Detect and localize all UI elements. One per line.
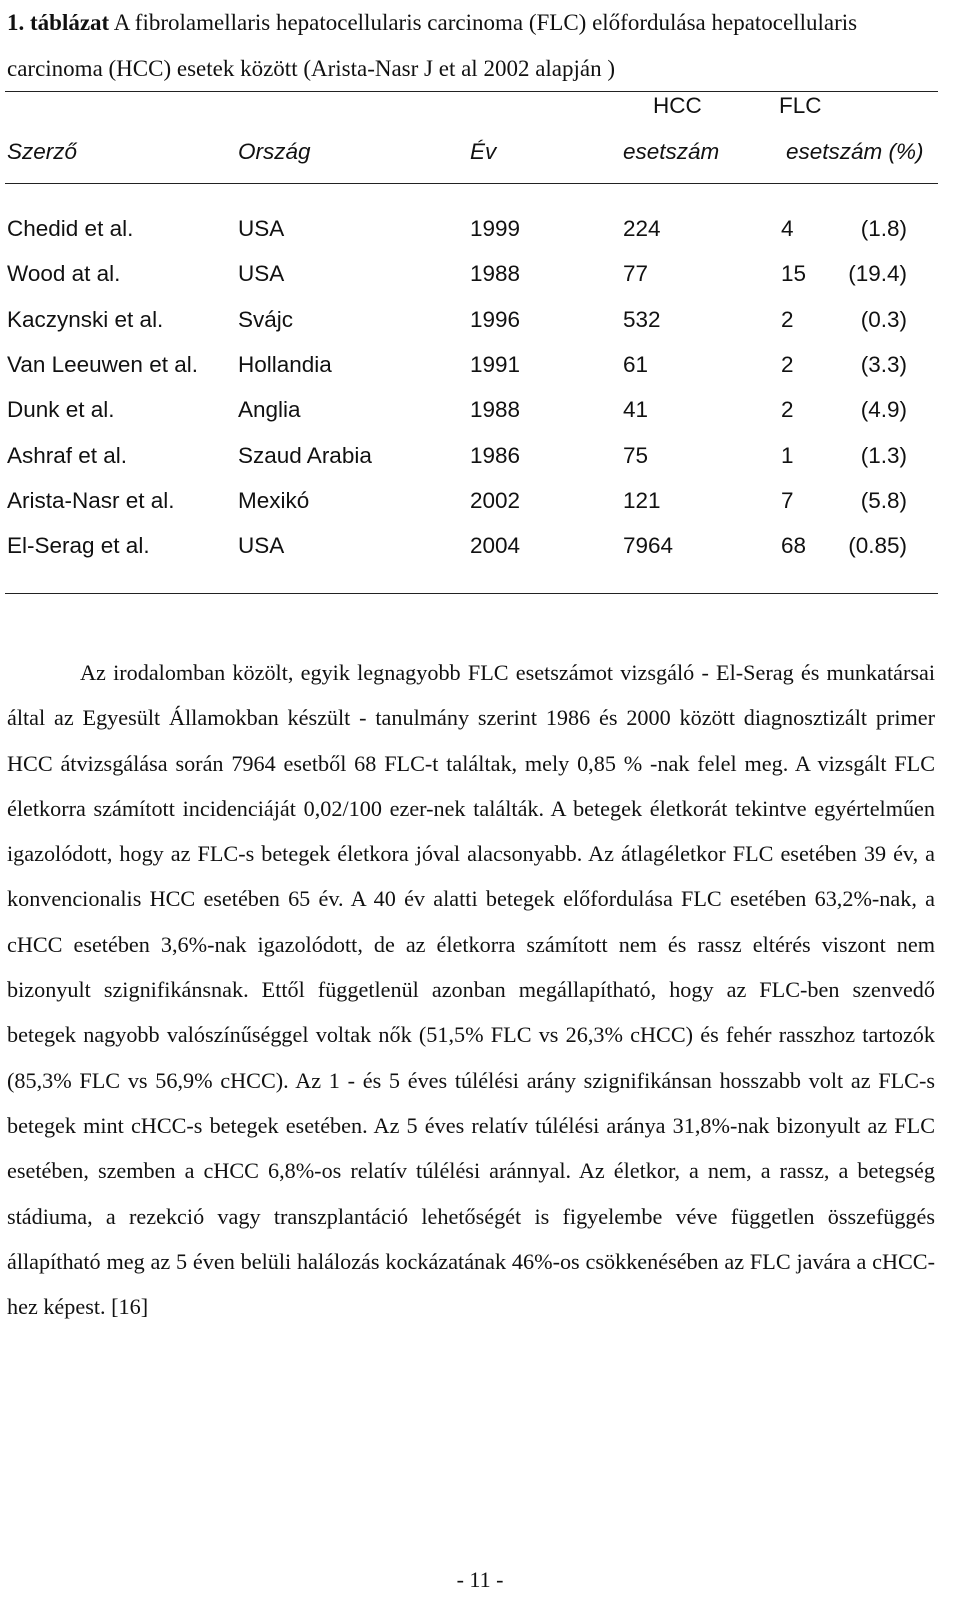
cell-hcc: 224 xyxy=(623,216,661,241)
cell-pct: (4.9) xyxy=(860,397,907,423)
cell-flc: 7 xyxy=(781,487,794,513)
table-header-rule xyxy=(5,183,938,184)
header-year: Év xyxy=(470,139,497,164)
cell-author: Arista-Nasr et al. xyxy=(7,487,175,513)
table-bottom-rule xyxy=(5,593,938,594)
cell-author: Dunk et al. xyxy=(7,397,115,423)
cell-pct: (19.4) xyxy=(848,261,907,287)
header-flc-bottom: esetszám (%) xyxy=(786,139,924,164)
cell-hcc: 75 xyxy=(623,442,649,468)
cell-year: 2002 xyxy=(470,487,521,513)
cell-hcc: 61 xyxy=(623,351,649,377)
cell-pct: (3.3) xyxy=(860,351,907,377)
table-caption xyxy=(7,0,947,92)
cell-author: Kaczynski et al. xyxy=(7,306,164,332)
cell-hcc: 77 xyxy=(623,261,649,287)
page-number: - 11 - xyxy=(456,1567,504,1592)
cell-hcc: 41 xyxy=(623,397,649,423)
cell-country: Szaud Arabia xyxy=(238,442,372,468)
cell-year: 2004 xyxy=(470,533,521,559)
cell-year: 1996 xyxy=(470,306,521,332)
caption-label: 1. táblázat xyxy=(7,10,110,35)
cell-pct: (1.8) xyxy=(860,216,907,241)
header-country: Ország xyxy=(238,139,311,164)
cell-flc: 2 xyxy=(781,397,794,423)
cell-hcc: 121 xyxy=(623,487,661,513)
cell-country: USA xyxy=(238,533,285,559)
cell-country: Hollandia xyxy=(238,351,332,377)
cell-flc: 2 xyxy=(781,351,794,377)
cell-pct: (1.3) xyxy=(860,442,907,468)
cell-pct: (0.85) xyxy=(848,533,907,559)
cell-pct: (5.8) xyxy=(860,487,907,513)
cell-country: Mexikó xyxy=(238,487,310,513)
cell-author: El-Serag et al. xyxy=(7,533,150,559)
cell-flc: 15 xyxy=(781,261,807,287)
header-hcc-bottom: esetszám xyxy=(623,139,720,164)
cell-flc: 2 xyxy=(781,306,794,332)
cell-hcc: 532 xyxy=(623,306,661,332)
body-paragraph: Az irodalomban közölt, egyik legnagyobb FLC esetszámot vizsgáló - El-Serag és munkatársai által az Egyesült Államokban készült - tanulmány szerint 1986 és 2000 között diagnosztizált primer HCC átvizsgálása során 7964 esetből 68 FLC-t találtak, mely 0,85 % -nak felel meg. A vizsgált FLC életkorra számított incidenciáját 0,02/100 ezer-nek találták. A betegek életkorát tekintve egyértelműen igazolódott, hogy az FLC-s betegek életkora jóval alacsonyabb. Az átlagéletkor FLC esetében 39 év, a konvencionalis HCC esetében 65 év. A 40 év alatti betegek előfordulása FLC esetében 63,2%-nak, a cHCC esetében 3,6%-nak igazolódott, de az életkorra számított nem és rassz eltérés viszont nem bizonyult szignifikánsnak. Ettől függetlenül azonban megállapítható, hogy az FLC-ben szenvedő betegek nagyobb valószínűséggel voltak nők (51,5% FLC vs 26,3% cHCC) és fehér rasszhoz tartozók (85,3% FLC vs 56,9% cHCC). Az 1 - és 5 éves túlélési arány szignifikánsan hosszabb volt az FLC-s betegek mint cHCC-s betegek esetében. Az 5 éves relatív túlélési aránya 31,8%-nak bizonyult az FLC esetében, szemben a cHCC 6,8%-os relatív túlélési aránnyal. Az életkor, a nem, a rassz, a betegség stádiuma, a rezekció vagy transzplantáció lehetőségét is figyelembe véve független összefüggés állapítható meg az 5 éven belüli halálozás kockázatának 46%-os csökkenésében az FLC javára a cHCC-hez képest. [16] xyxy=(7,660,935,1320)
cell-year: 1988 xyxy=(470,397,521,423)
cell-year: 1991 xyxy=(470,351,521,377)
cell-year: 1988 xyxy=(470,261,521,287)
cell-flc: 4 xyxy=(781,216,794,241)
cell-country: Svájc xyxy=(238,306,294,332)
header-author: Szerző xyxy=(7,139,78,164)
cell-author: Wood at al. xyxy=(7,261,121,287)
header-hcc-top: HCC xyxy=(653,93,702,118)
cell-author: Van Leeuwen et al. xyxy=(7,351,198,377)
cell-country: USA xyxy=(238,261,285,287)
cell-flc: 1 xyxy=(781,442,794,468)
cell-flc: 68 xyxy=(781,533,807,559)
cell-hcc: 7964 xyxy=(623,533,674,559)
header-flc-top: FLC xyxy=(779,93,822,118)
cell-country: USA xyxy=(238,216,285,241)
cell-author: Chedid et al. xyxy=(7,216,134,241)
cell-author: Ashraf et al. xyxy=(7,442,128,468)
cell-year: 1999 xyxy=(470,216,521,241)
cell-year: 1986 xyxy=(470,442,521,468)
caption-text: A fibrolamellaris hepatocellularis carcinoma (FLC) előfordulása hepatocellularis carcinoma (HCC) esetek között (Arista-Nasr J et al 2002 alapján ) xyxy=(7,10,858,81)
cell-country: Anglia xyxy=(238,397,301,423)
cell-pct: (0.3) xyxy=(860,306,907,332)
